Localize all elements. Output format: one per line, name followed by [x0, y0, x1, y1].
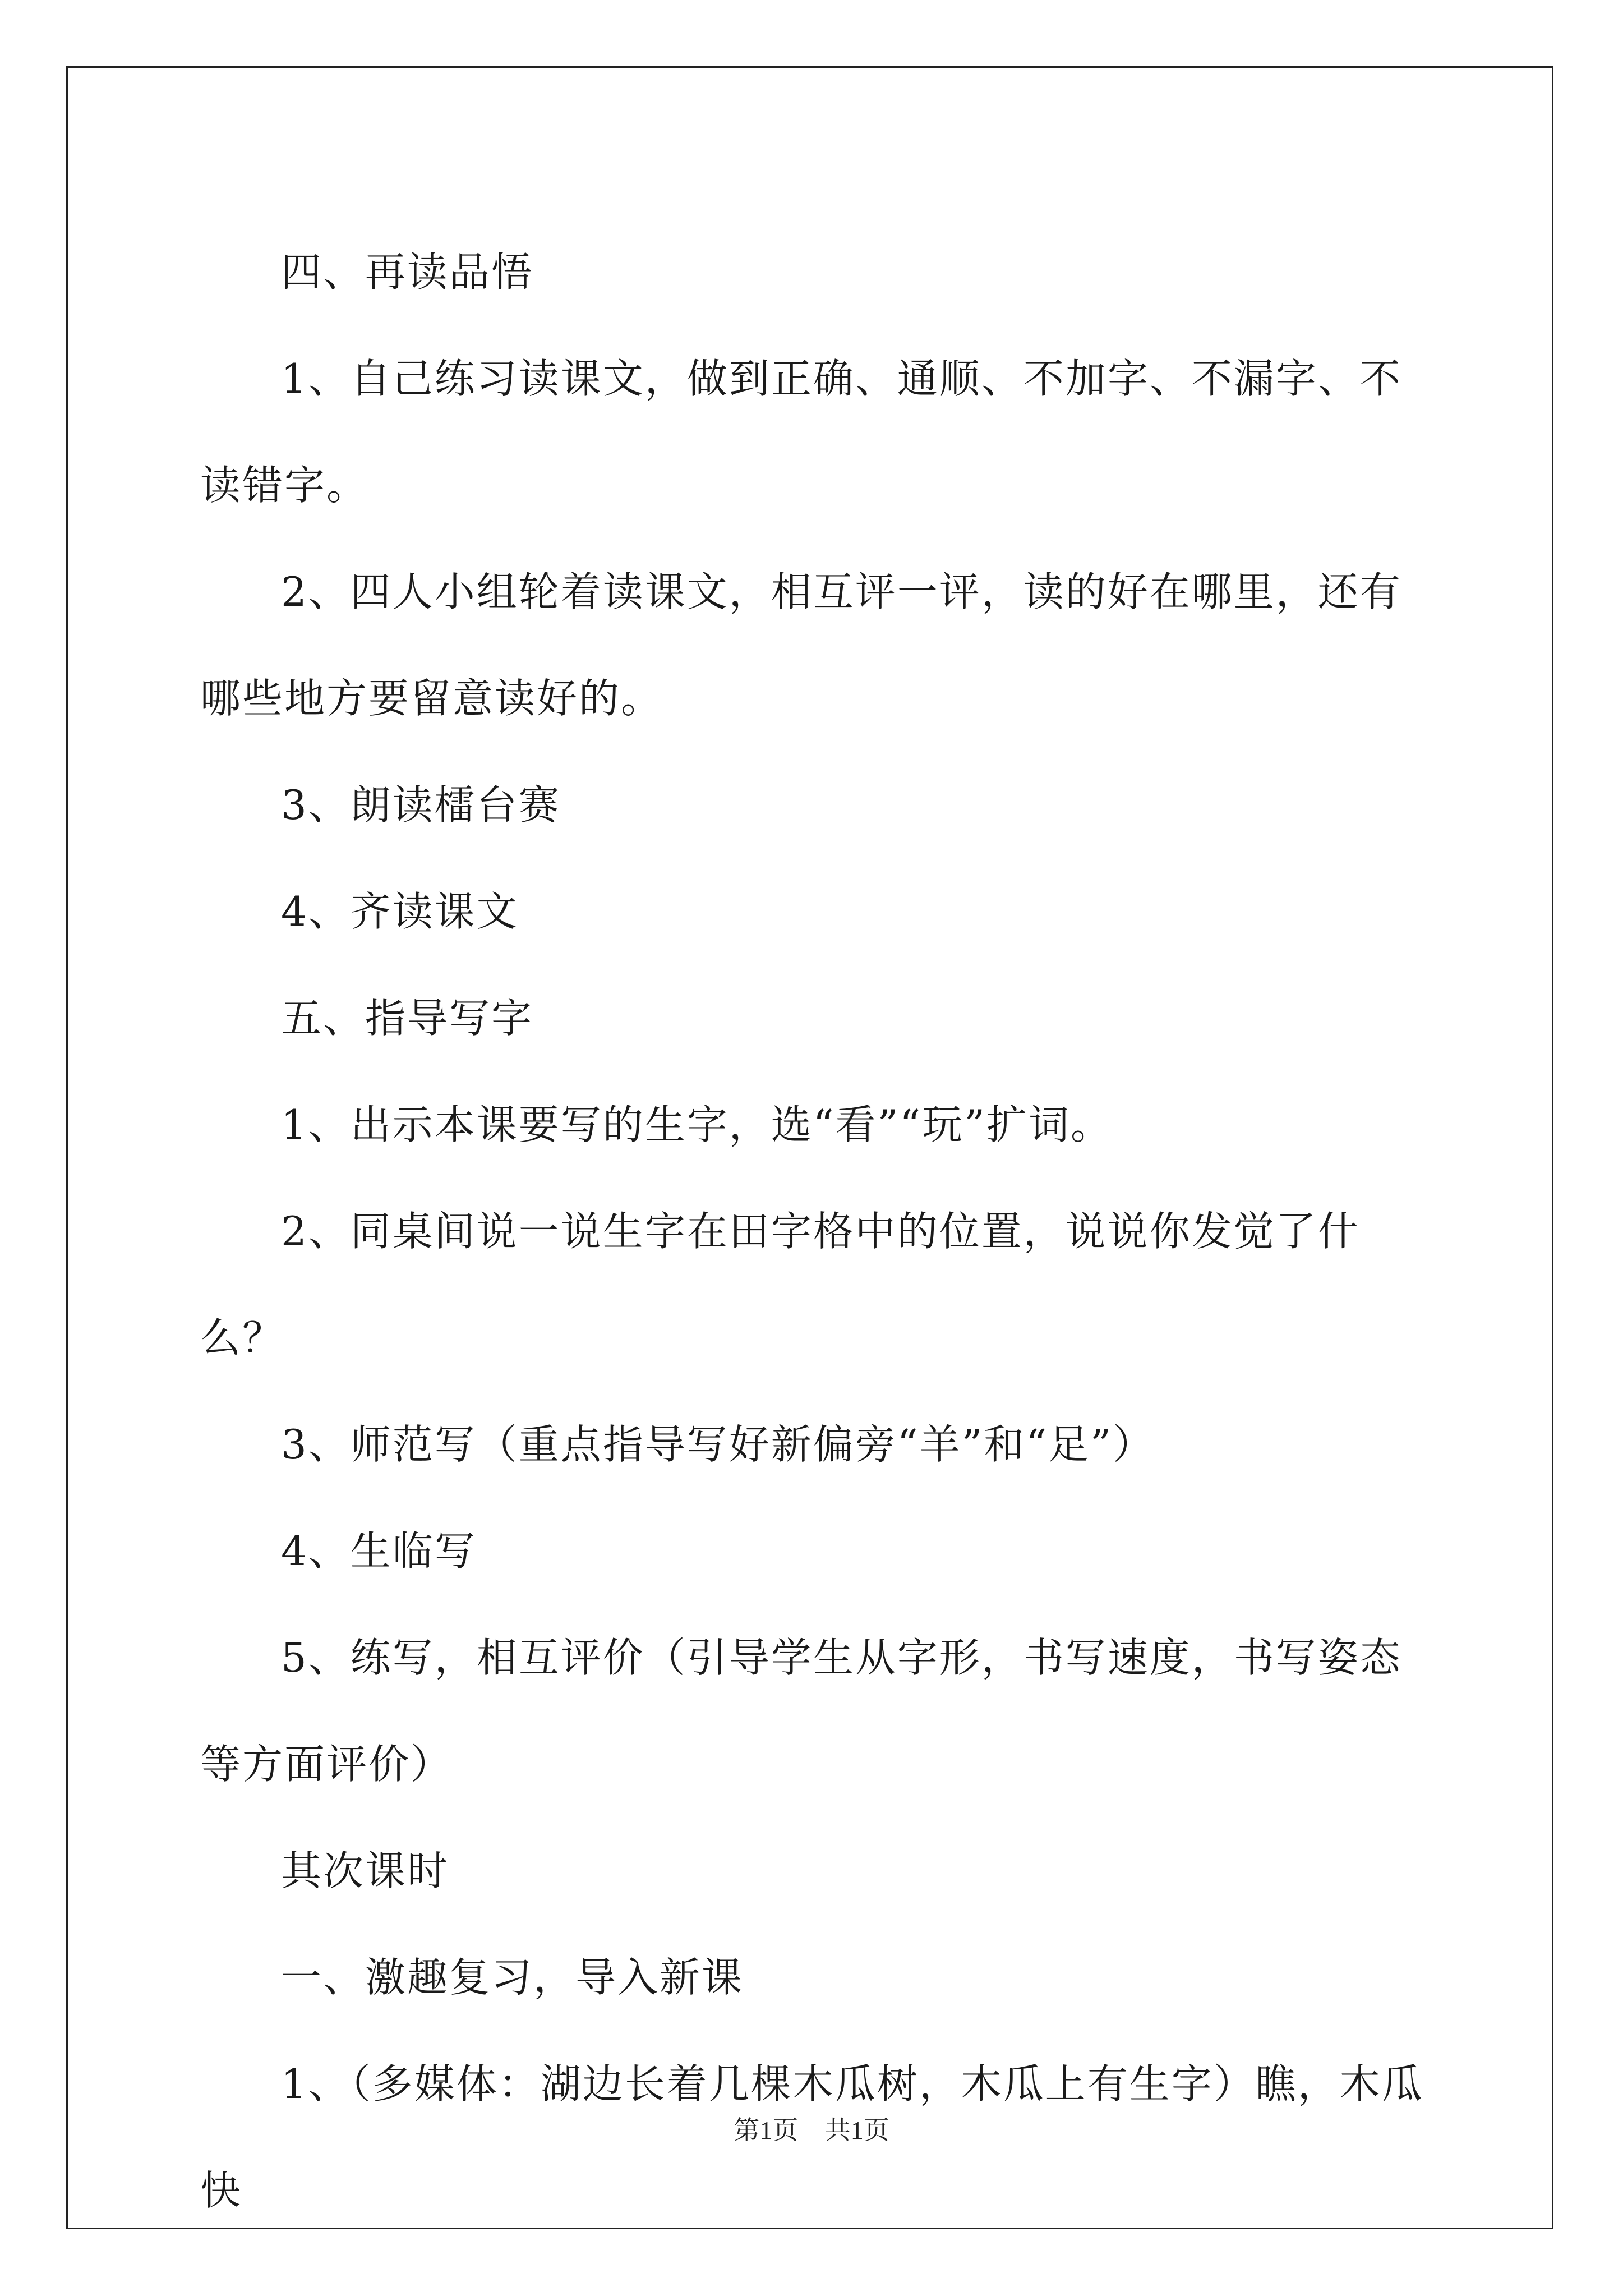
- page-total: 共1页: [824, 2116, 889, 2145]
- page-number: 第1页: [734, 2116, 799, 2145]
- paragraph: 2、四人小组轮着读课文，相互评一评，读的好在哪里，还有哪些地方要留意读好的。: [200, 568, 1402, 722]
- paragraph: 3、朗读檑台赛: [281, 781, 561, 829]
- paragraph: 5、练写，相互评价（引导学生从字形，书写速度，书写姿态等方面评价）: [200, 1634, 1402, 1788]
- paragraph: 五、指导写字: [281, 995, 534, 1042]
- paragraph: 其次课时: [281, 1847, 450, 1894]
- paragraph: 3、师范写（重点指导写好新偏旁“羊”和“足”）: [281, 1421, 1155, 1468]
- page-footer: [0, 2114, 1623, 2147]
- document-body: [200, 219, 1428, 2244]
- paragraph: 1、（多媒体：湖边长着几棵木瓜树，木瓜上有生字）瞧，木瓜快: [200, 2060, 1424, 2214]
- paragraph: 4、齐读课文: [281, 888, 519, 935]
- paragraph: 1、出示本课要写的生字，选“看”“玩”扩词。: [281, 1101, 1113, 1148]
- paragraph: 1、自己练习读课文，做到正确、通顺、不加字、不漏字、不读错字。: [200, 355, 1402, 509]
- paragraph: 2、同桌间说一说生字在田字格中的位置，说说你发觉了什么？: [200, 1208, 1360, 1361]
- paragraph: 4、生临写: [281, 1527, 477, 1575]
- paragraph: 一、激趣复习，导入新课: [281, 1954, 744, 2001]
- paragraph: 四、再读品悟: [281, 249, 534, 296]
